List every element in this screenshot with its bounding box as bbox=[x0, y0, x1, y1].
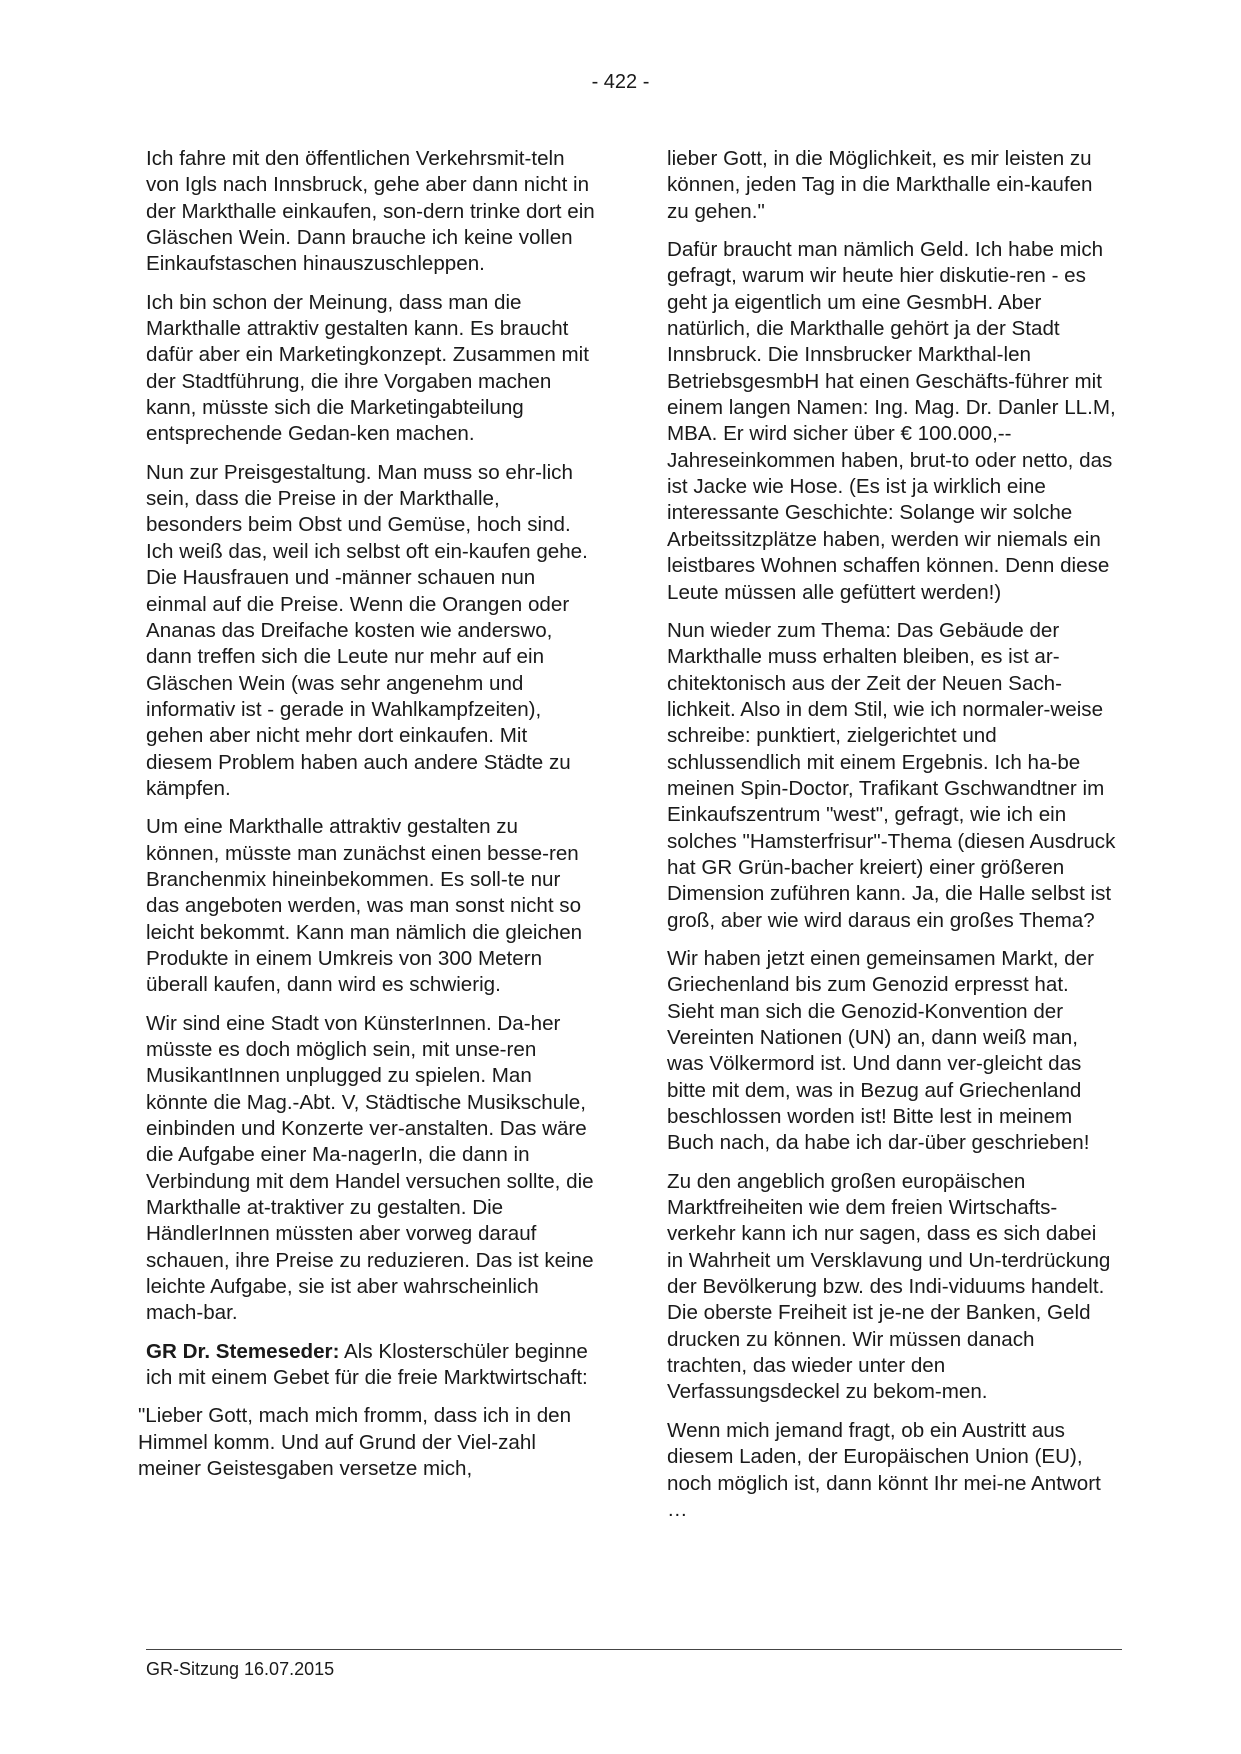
paragraph: Zu den angeblich großen europäischen Marktfreiheiten wie dem freien Wirtschafts-verkehr kann ich nur sagen, dass es sich dabei in Wahrheit um Versklavung und Un-terdrückung der Bevölkerung bzw. des Indi-viduums handelt. Die oberste Freiheit ist je-ne der Banken, Geld drucken zu können. Wir müssen danach trachten, das wieder unter den Verfassungsdeckel zu bekom-men. bbox=[667, 1169, 1111, 1404]
paragraph: Ich bin schon der Meinung, dass man die Markthalle attraktiv gestalten kann. Es braucht dafür aber ein Marketingkonzept. Zusammen mit der Stadtführung, die ihre Vorgaben machen kann, müsste sich die Marketingabteilung entsprechende Gedan-ken machen. bbox=[146, 290, 589, 446]
paragraph: Wir haben jetzt einen gemeinsamen Markt, der Griechenland bis zum Genozid erpresst hat. Sieht man sich die Genozid-Konvention der Vereinten Nationen (UN) an, dann weiß man, was Völkermord ist. Und dann ver-gleicht das bitte mit dem, was in Bezug auf Griechenland beschlossen worden ist! Bitte lest in meinem Buch nach, da habe ich dar-über geschrieben! bbox=[667, 946, 1094, 1155]
speaker-paragraph bbox=[146, 1339, 596, 1392]
page-number: - 422 - bbox=[591, 71, 650, 93]
footer-session-date: GR-Sitzung 16.07.2015 bbox=[146, 1659, 335, 1679]
paragraph: Ich fahre mit den öffentlichen Verkehrsmit-teln von Igls nach Innsbruck, gehe aber dann nicht in der Markthalle einkaufen, son-dern trinke dort ein Gläschen Wein. Dann brauche ich keine vollen Einkaufstaschen hinauszuschleppen. bbox=[146, 147, 595, 276]
paragraph: Wir sind eine Stadt von KünsterInnen. Da-her müsste es doch möglich sein, mit unse-ren MusikantInnen unplugged zu spielen. Man könnte die Mag.-Abt. V, Städtische Musikschule, einbinden und Konzerte ver-anstalten. Das wäre die Aufgabe einer Ma-nagerIn, die dann in Verbindung mit dem Handel versuchen sollte, die Markthalle at-traktiver zu gestalten. Die HändlerInnen müssten aber vorweg darauf schauen, ihre Preise zu reduzieren. Das ist keine leichte Aufgabe, sie ist aber wahrscheinlich mach-bar. bbox=[146, 1011, 594, 1325]
quote-paragraph: "Lieber Gott, mach mich fromm, dass ich in den Himmel komm. Und auf Grund der Viel-zahl meiner Geistesgaben versetze mich, bbox=[138, 1404, 572, 1481]
paragraph: lieber Gott, in die Möglichkeit, es mir leisten zu können, jeden Tag in die Markthalle ein-kaufen zu gehen." bbox=[667, 147, 1093, 223]
left-column bbox=[138, 146, 596, 1495]
speaker-text: Als Klosterschüler beginne ich mit einem Gebet für die freie Marktwirtschaft: bbox=[146, 1339, 588, 1390]
speaker-name: GR Dr. Stemeseder: bbox=[146, 1339, 340, 1363]
paragraph: Um eine Markthalle attraktiv gestalten zu können, müsste man zunächst einen besse-ren Branchenmix hineinbekommen. Es soll-te nur das angeboten werden, was man sonst nicht so leicht bekommt. Kann man nämlich die gleichen Produkte in einem Umkreis von 300 Metern überall kaufen, dann wird es schwierig. bbox=[146, 815, 583, 997]
paragraph: Nun wieder zum Thema: Das Gebäude der Markthalle muss erhalten bleiben, es ist ar-chitektonisch aus der Zeit der Neuen Sach-lichkeit. Also in dem Stil, wie ich normaler-weise schreibe: punktiert, zielgerichtet und schlussendlich mit einem Ergebnis. Ich ha-be meinen Spin-Doctor, Trafikant Gschwandtner im Einkaufszentrum "west", gefragt, wie ich ein solches "Hamsterfrisur"-Thema (diesen Ausdruck hat GR Grün-bacher kreiert) einer größeren Dimension zuführen kann. Ja, die Halle selbst ist groß, aber wie wird daraus ein großes Thema? bbox=[667, 618, 1116, 932]
paragraph: Wenn mich jemand fragt, ob ein Austritt aus diesem Laden, der Europäischen Union (EU), noch möglich ist, dann könnt Ihr mei-ne Antwort … bbox=[667, 1418, 1101, 1521]
paragraph: Nun zur Preisgestaltung. Man muss so ehr-lich sein, dass die Preise in der Markthalle, besonders beim Obst und Gemüse, hoch sind. Ich weiß das, weil ich selbst oft ein-kaufen gehe. Die Hausfrauen und -männer schauen nun einmal auf die Preise. Wenn die Orangen oder Ananas das Dreifache kosten wie anderswo, dann treffen sich die Leute nur mehr auf ein Gläschen Wein (was sehr angenehm und informativ ist - gerade in Wahlkampfzeiten), gehen aber nicht mehr dort einkaufen. Mit diesem Problem haben auch andere Städte zu kämpfen. bbox=[146, 460, 588, 800]
footer-divider bbox=[146, 1649, 1122, 1650]
right-column bbox=[667, 146, 1117, 1535]
paragraph: Dafür braucht man nämlich Geld. Ich habe mich gefragt, warum wir heute hier diskutie-ren - es geht ja eigentlich um eine GesmbH. Aber natürlich, die Markthalle gehört ja der Stadt Innsbruck. Die Innsbrucker Markthal-len BetriebsgesmbH hat einen Geschäfts-führer mit einem langen Namen: Ing. Mag. Dr. Danler LL.M, MBA. Er wird sicher über € 100.000,-- Jahreseinkommen haben, brut-to oder netto, das ist Jacke wie Hose. (Es ist ja wirklich eine interessante Geschichte: Solange wir solche Arbeitssitzplätze haben, werden wir niemals ein leistbares Wohnen schaffen können. Denn diese Leute müssen alle gefüttert werden!) bbox=[667, 238, 1116, 604]
